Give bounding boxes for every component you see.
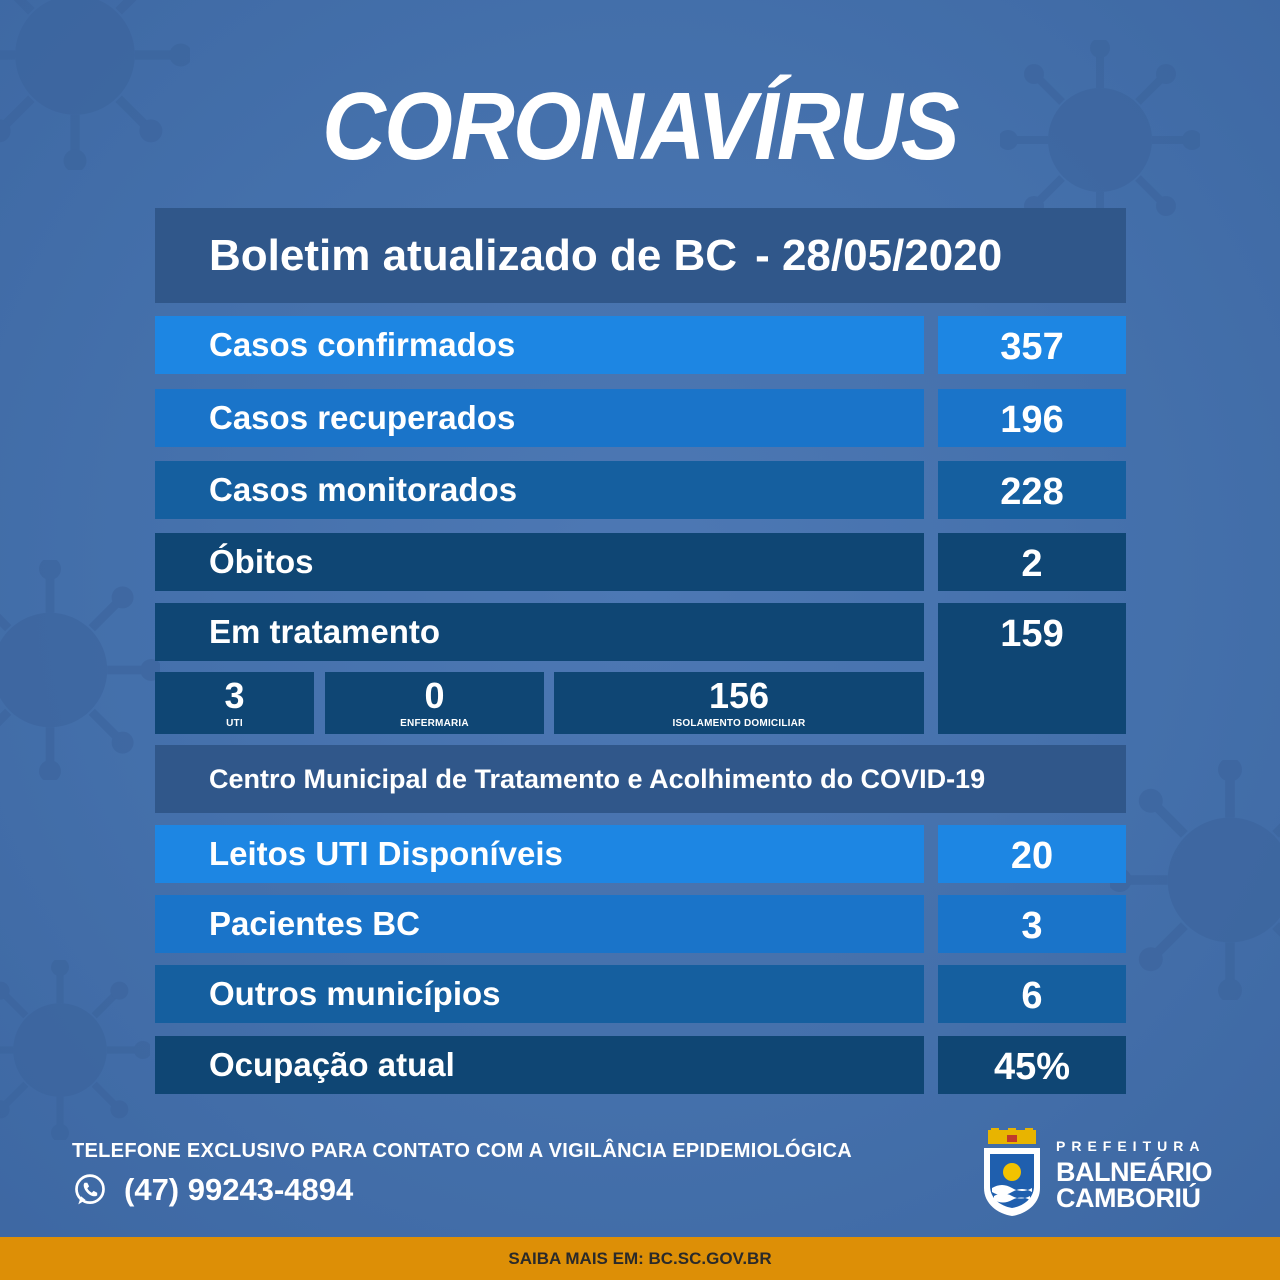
center-label-beds: Leitos UTI Disponíveis [155,825,924,883]
contact-phone-number: (47) 99243-4894 [124,1172,354,1207]
virus-decoration-icon [0,560,160,780]
treatment-ward-caption: ENFERMARIA [400,718,469,729]
treatment-label: Em tratamento [155,603,924,661]
center-label-bc-patients: Pacientes BC [155,895,924,953]
treatment-home-value: 156 [708,675,770,716]
stat-value-confirmed: 357 [938,316,1126,374]
stat-value-monitored: 228 [938,461,1126,519]
center-label-other-cities: Outros municípios [155,965,924,1023]
stat-value-deaths: 2 [938,533,1126,591]
whatsapp-icon [72,1172,108,1208]
treatment-uti [155,672,314,734]
city-crest-icon [978,1128,1046,1218]
bulletin-header [155,208,1126,303]
treatment-uti-caption: UTI [226,718,243,729]
stat-label-monitored: Casos monitorados [155,461,924,519]
logo-line1: BALNEÁRIO [1056,1157,1212,1187]
center-value-beds: 20 [938,825,1126,883]
center-value-bc-patients: 3 [938,895,1126,953]
logo-small-text: PREFEITURA [1056,1138,1206,1154]
bulletin-label: Boletim atualizado de BC [209,231,738,280]
page-title: CORONAVÍRUS [322,73,958,180]
center-value-other-cities: 6 [938,965,1126,1023]
bulletin-date: - 28/05/2020 [755,231,1003,280]
stat-label-deaths: Óbitos [155,533,924,591]
stat-label-confirmed: Casos confirmados [155,316,924,374]
treatment-ward-value: 0 [424,675,445,716]
city-logo [978,1128,1218,1220]
treatment-uti-value: 3 [224,675,245,716]
treatment-home-caption: ISOLAMENTO DOMICILIAR [672,718,806,729]
center-value-occupancy: 45% [938,1036,1126,1094]
contact-phone[interactable] [72,1172,353,1208]
logo-line2: CAMBORIÚ [1056,1183,1201,1213]
treatment-ward [325,672,544,734]
contact-caption: TELEFONE EXCLUSIVO PARA CONTATO COM A VIGILÂNCIA EPIDEMIOLÓGICA [72,1140,853,1162]
footer-link-bar[interactable]: SAIBA MAIS EM: BC.SC.GOV.BR [0,1237,1280,1280]
center-label-occupancy: Ocupação atual [155,1036,924,1094]
center-title: Centro Municipal de Tratamento e Acolhimento do COVID-19 [155,745,1126,813]
treatment-value: 159 [938,603,1126,734]
virus-decoration-icon [1110,760,1280,1000]
stat-label-recovered: Casos recuperados [155,389,924,447]
treatment-home [554,672,924,734]
stat-value-recovered: 196 [938,389,1126,447]
virus-decoration-icon [0,960,150,1140]
